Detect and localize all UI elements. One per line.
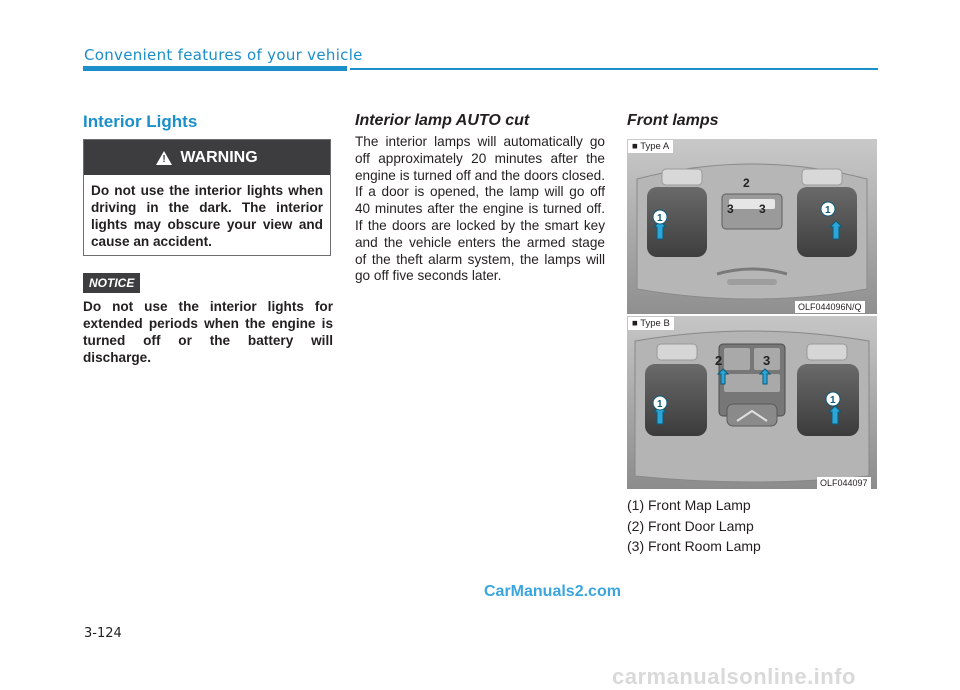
section-heading-auto-cut: Interior lamp AUTO cut — [355, 112, 530, 129]
callout-1-left: 1 — [657, 399, 663, 410]
header-title: Convenient features of your vehicle — [84, 46, 363, 64]
warning-icon: ! — [156, 151, 172, 165]
column-interior-lights — [83, 108, 333, 132]
callout-3-left: 3 — [727, 202, 734, 216]
header-bar — [83, 66, 347, 71]
callout-3-right: 3 — [759, 202, 766, 216]
callout-1-right: 1 — [825, 205, 831, 216]
list-item: (3) Front Room Lamp — [627, 538, 761, 554]
callout-3: 3 — [763, 353, 771, 368]
type-b-label: ■ Type B — [628, 317, 674, 330]
type-a-caption: OLF044096N/Q — [795, 301, 865, 313]
section-heading-interior-lights: Interior Lights — [83, 112, 198, 131]
notice-text: Do not use the interior lights for extended periods when the engine is turned off or the battery will discharge. — [83, 299, 333, 365]
callout-1-right: 1 — [830, 395, 836, 406]
console-type-b-illustration — [627, 316, 877, 489]
type-b-caption: OLF044097 — [817, 477, 871, 489]
front-lamps-photo-type-b — [627, 316, 877, 489]
callout-2: 2 — [715, 353, 723, 368]
callout-2: 2 — [743, 176, 750, 190]
notice-badge: NOTICE — [83, 273, 140, 293]
header-rule — [350, 68, 878, 70]
auto-cut-paragraph: The interior lamps will automatically go off approximately 20 minutes after the engine is turned off and the doors closed. If a door is opened, the lamp will go off 40 minutes after the engine is turned off. If the doors are locked by the smart key and the vehicle enters the armed stage of the theft alarm system, the lamps will go off five seconds later. — [355, 134, 605, 284]
front-lamps-photo-type-a — [627, 139, 877, 314]
watermark-center-link[interactable]: CarManuals2.com — [484, 583, 621, 600]
column-front-lamps — [627, 108, 879, 130]
page-number: 3-124 — [84, 626, 122, 641]
warning-text: Do not use the interior lights when driving in the dark. The interior lights may obscure your view and cause an accident. — [91, 183, 323, 249]
callout-1-left: 1 — [657, 213, 663, 224]
console-type-a-illustration — [627, 139, 877, 314]
warning-label: WARNING — [180, 148, 258, 166]
section-heading-front-lamps: Front lamps — [627, 112, 719, 129]
watermark-bottom: carmanualsonline.info — [612, 664, 856, 689]
list-item: (2) Front Door Lamp — [627, 517, 754, 534]
warning-header — [84, 140, 330, 175]
front-lamps-list — [627, 495, 761, 557]
column-auto-cut — [355, 108, 605, 130]
list-item: (1) Front Map Lamp — [627, 497, 751, 513]
type-a-label: ■ Type A — [628, 140, 673, 153]
warning-box — [83, 139, 331, 256]
